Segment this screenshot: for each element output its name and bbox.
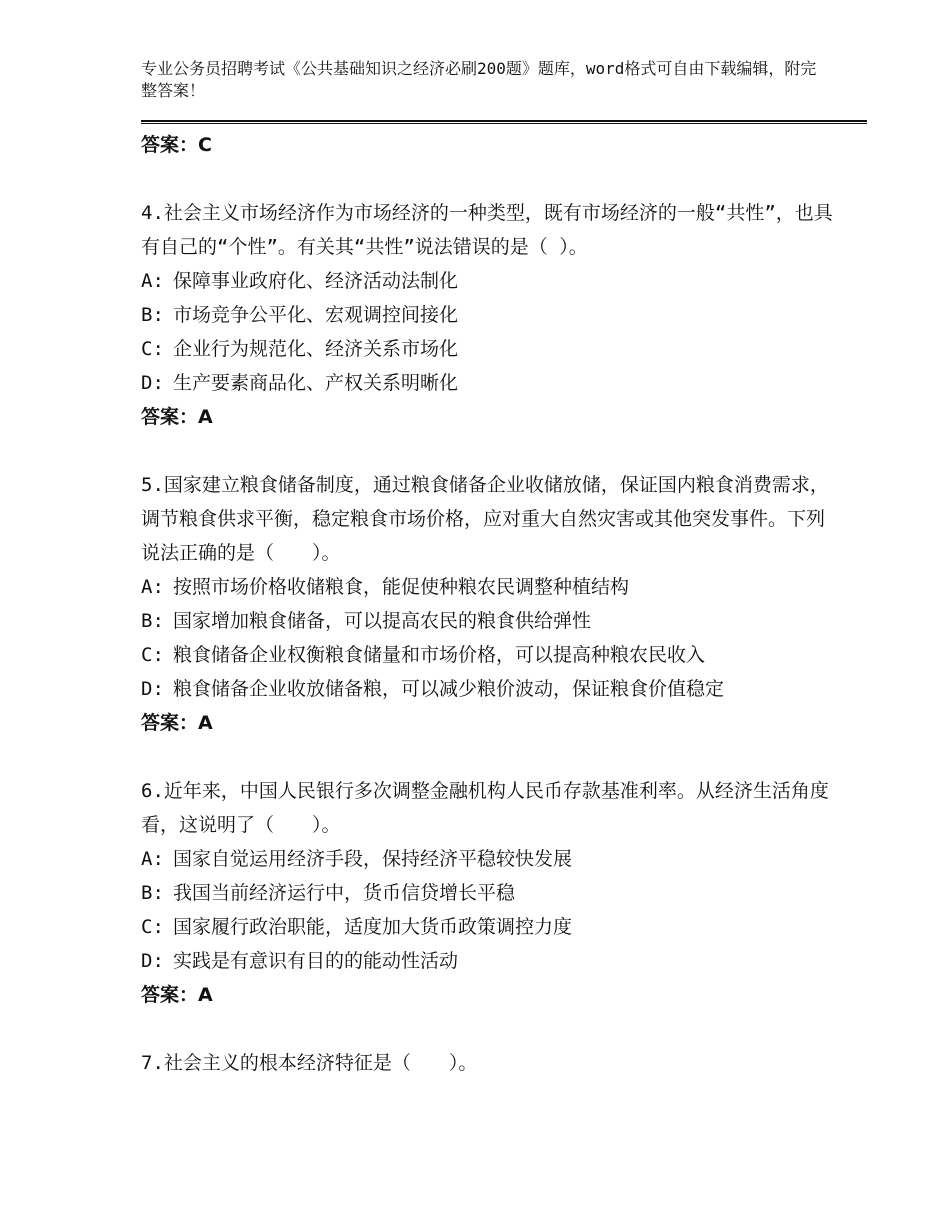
option-d — [141, 672, 841, 706]
question-text: 6.近年来，中国人民银行多次调整金融机构人民币存款基准利率。从经济生活角度看，这说明了（ ）。 — [141, 780, 829, 836]
option-c — [141, 332, 841, 366]
page-header: 专业公务员招聘考试《公共基础知识之经济必刷200题》题库，word格式可自由下载编辑，附完整答案！ — [141, 59, 817, 100]
option-c — [141, 638, 841, 672]
spacer — [141, 740, 841, 774]
option-letter: C: — [141, 338, 164, 360]
option-letter: A: — [141, 576, 164, 598]
option-text: 按照市场价格收储粮食，能促使种粮农民调整种植结构 — [173, 576, 630, 598]
spacer — [141, 162, 841, 196]
option-letter: B: — [141, 882, 164, 904]
option-text: 市场竞争公平化、宏观调控间接化 — [173, 304, 459, 326]
option-b — [141, 876, 841, 910]
option-d — [141, 944, 841, 978]
option-letter: D: — [141, 678, 164, 700]
option-c — [141, 910, 841, 944]
spacer — [141, 1012, 841, 1046]
option-a — [141, 264, 841, 298]
option-letter: D: — [141, 950, 164, 972]
option-letter: C: — [141, 644, 164, 666]
option-text: 国家增加粮食储备，可以提高农民的粮食供给弹性 — [173, 610, 592, 632]
option-text: 国家履行政治职能，适度加大货币政策调控力度 — [173, 916, 573, 938]
question-block — [141, 774, 841, 1012]
option-a — [141, 842, 841, 876]
answer-label: 答案：A — [141, 984, 213, 1006]
option-letter: C: — [141, 916, 164, 938]
question-block — [141, 196, 841, 434]
option-letter: A: — [141, 848, 164, 870]
option-d — [141, 366, 841, 400]
question-block — [141, 1046, 841, 1080]
option-letter: B: — [141, 304, 164, 326]
answer-label: 答案：A — [141, 712, 213, 734]
option-text: 国家自觉运用经济手段，保持经济平稳较快发展 — [173, 848, 573, 870]
option-text: 实践是有意识有目的的能动性活动 — [173, 950, 459, 972]
option-text: 企业行为规范化、经济关系市场化 — [173, 338, 459, 360]
option-text: 保障事业政府化、经济活动法制化 — [173, 270, 459, 292]
question-text: 4.社会主义市场经济作为市场经济的一种类型，既有市场经济的一般“共性”，也具有自己的“个性”。有关其“共性”说法错误的是（ ）。 — [141, 202, 833, 258]
option-letter: B: — [141, 610, 164, 632]
question-text: 5.国家建立粮食储备制度，通过粮食储备企业收储放储，保证国内粮食消费需求，调节粮食供求平衡，稳定粮食市场价格，应对重大自然灾害或其他突发事件。下列说法正确的是（ ）。 — [141, 474, 829, 564]
option-letter: A: — [141, 270, 164, 292]
spacer — [141, 434, 841, 468]
option-b — [141, 298, 841, 332]
option-a — [141, 570, 841, 604]
header-rule — [141, 120, 867, 124]
option-letter: D: — [141, 372, 164, 394]
option-text: 生产要素商品化、产权关系明晰化 — [173, 372, 459, 394]
option-b — [141, 604, 841, 638]
question-text: 7.社会主义的根本经济特征是（ ）。 — [141, 1052, 478, 1074]
document-body — [141, 128, 841, 1080]
answer-label: 答案：A — [141, 406, 213, 428]
answer-label: 答案：C — [141, 134, 212, 156]
option-text: 粮食储备企业收放储备粮，可以减少粮价波动，保证粮食价值稳定 — [173, 678, 725, 700]
option-text: 粮食储备企业权衡粮食储量和市场价格，可以提高种粮农民收入 — [173, 644, 706, 666]
option-text: 我国当前经济运行中，货币信贷增长平稳 — [173, 882, 516, 904]
question-block — [141, 468, 841, 740]
